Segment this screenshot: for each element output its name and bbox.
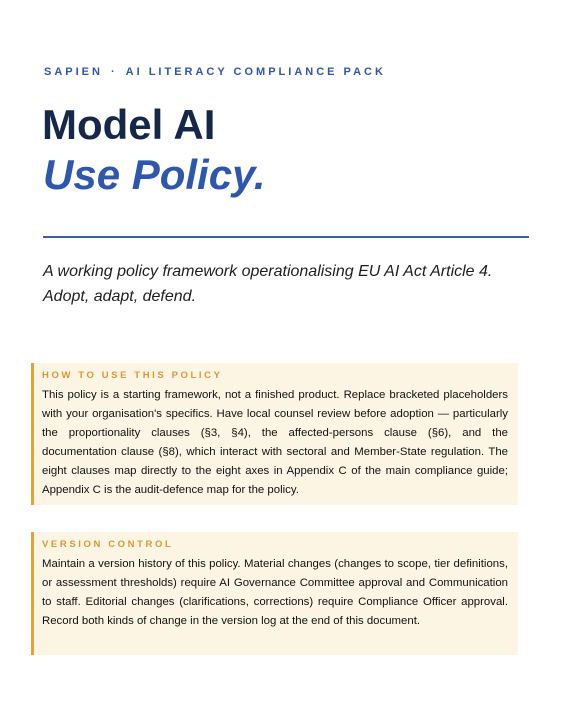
title-divider [43, 236, 529, 238]
callout-body: Maintain a version history of this policy. Material changes (changes to scope, tier definitions, or assessment thresholds) require AI Governance Committee approval and Communication to staff. Editorial changes (clarifications, corrections) require Compliance Officer approval. Record both kinds of change in the version log at the end of this document. [42, 558, 508, 627]
kicker-separator: · [110, 66, 118, 78]
pack-kicker [44, 66, 386, 78]
page-title-line2: Use Policy. [43, 151, 266, 198]
pack-name: AI LITERACY COMPLIANCE PACK [125, 66, 386, 78]
callout-body: This policy is a starting framework, not a finished product. Replace bracketed placeholders with your organisation's specifics. Have local counsel review before adoption — particularly the proportionality clauses (§3, §4), the affected-persons clause (§6), and the documentation clause (§8), which interact with sectoral and Member-State regulation. The eight clauses map directly to the eight axes in Appendix C of the main compliance guide; Appendix C is the audit-defence map for the policy. [42, 389, 508, 496]
callout-heading: VERSION CONTROL [42, 539, 174, 550]
callout-version-control [31, 532, 518, 655]
callout-heading: HOW TO USE THIS POLICY [42, 370, 223, 381]
brand-name: SAPIEN [44, 66, 103, 78]
lede-paragraph: A working policy framework operationalising EU AI Act Article 4. Adopt, adapt, defend. [43, 263, 493, 305]
page-title-line1: Model AI [42, 101, 216, 148]
callout-how-to-use [31, 363, 518, 505]
